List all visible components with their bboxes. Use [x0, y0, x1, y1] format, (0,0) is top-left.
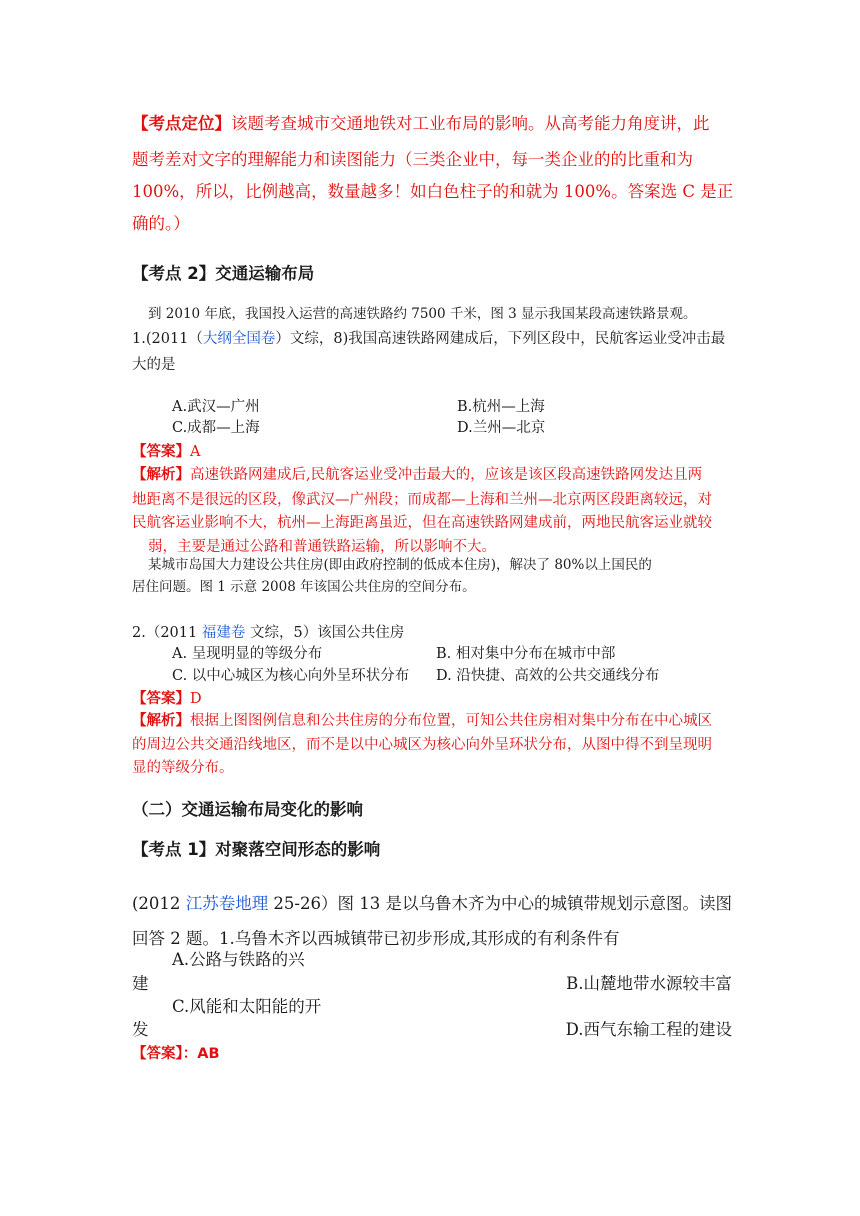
q1-option-a: A.武汉—广州	[172, 399, 260, 415]
q1-analysis-line-2: 地距离不是很远的区段，像武汉—广州段；而成都—上海和兰州—北京两区段距离较远，对	[132, 492, 712, 508]
q3-option-d: D.西气东输工程的建设	[565, 1020, 732, 1039]
q1-answer-tag: 【答案】	[132, 444, 190, 460]
q1-analysis-tag: 【解析】	[132, 467, 190, 483]
q2-context-2: 居住问题。图 1 示意 2008 年该国公共住房的空间分布。	[132, 579, 476, 595]
q3-option-c-part-1: C.风能和太阳能的开	[172, 997, 322, 1016]
intro-line-4: 确的。）	[132, 214, 190, 233]
intro-tag: 【考点定位】	[132, 114, 231, 133]
q3-source-link[interactable]: 江苏卷地理	[185, 894, 269, 913]
intro-line-1: 【考点定位】该题考查城市交通地铁对工业布局的影响。从高考能力角度讲，此	[132, 114, 710, 133]
q1-answer: 【答案】A	[132, 444, 201, 460]
q1-source-link[interactable]: 大纲全国卷	[202, 331, 276, 347]
q1-option-b: B.杭州—上海	[457, 399, 545, 415]
heading-kaodian-1: 【考点 1】对聚落空间形态的影响	[132, 840, 381, 859]
q1-analysis-line-3: 民航客运业影响不大，杭州—上海距离虽近，但在高速铁路网建成前，两地民航客运业就较	[132, 515, 712, 531]
q2-option-a: A. 呈现明显的等级分布	[172, 646, 323, 662]
q1-stem-line-2: 大的是	[132, 357, 176, 373]
q1-context: 到 2010 年底，我国投入运营的高速铁路约 7500 千米，图 3 显示我国某段高速铁路景观。	[148, 306, 697, 322]
q2-option-c: C. 以中心城区为核心向外呈环状分布	[172, 668, 410, 684]
q3-answer: 【答案】：AB	[132, 1046, 220, 1062]
q2-analysis-line-3: 显的等级分布。	[132, 760, 234, 776]
q3-options-row-1	[132, 970, 732, 994]
q2-answer: 【答案】D	[132, 691, 202, 707]
q2-context-1: 某城市岛国大力建设公共住房(即由政府控制的低成本住房)，解决了 80%以上国民的	[148, 557, 652, 573]
q3-stem: (2012 江苏卷地理 25-26）图 13 是以乌鲁木齐为中心的城镇带规划示意图。读图	[132, 894, 732, 913]
q2-analysis-line-1: 【解析】根据上图图例信息和公共住房的分布位置，可知公共住房相对集中分布在中心城区	[132, 713, 712, 729]
intro-line-3: 100%，所以，比例越高，数量越多！如白色柱子的和就为 100%。答案选 C 是正	[132, 182, 734, 201]
q2-answer-tag: 【答案】	[132, 691, 190, 707]
q3-stem-line-2: 回答 2 题。1.乌鲁木齐以西城镇带已初步形成,其形成的有利条件有	[132, 929, 620, 948]
q1-analysis-line-1: 【解析】高速铁路网建成后,民航客运业受冲击最大的，应该是该区段高速铁路网发达且两	[132, 467, 703, 483]
q2-analysis-tag: 【解析】	[132, 713, 190, 729]
q3-answer-tag: 【答案】	[132, 1046, 183, 1062]
q3-option-c-part-2: 发	[132, 1020, 149, 1039]
q3-option-a-part-1: A.公路与铁路的兴	[172, 950, 305, 969]
heading-part-2: （二）交通运输布局变化的影响	[132, 800, 363, 819]
q3-option-a-part-2: 建	[132, 974, 149, 993]
q2-option-d: D. 沿快捷、高效的公共交通线分布	[436, 668, 660, 684]
q2-option-b: B. 相对集中分布在城市中部	[436, 646, 616, 662]
q3-option-b: B.山麓地带水源较丰富	[566, 974, 732, 993]
q2-stem: 2.（2011 福建卷 文综，5）该国公共住房	[132, 625, 405, 641]
q3-options-row-2	[132, 1016, 732, 1040]
intro-line-2: 题考差对文字的理解能力和读图能力（三类企业中，每一类企业的的比重和为	[132, 150, 693, 169]
q1-option-d: D.兰州—北京	[457, 420, 546, 436]
q1-option-c: C.成都—上海	[172, 420, 260, 436]
q1-analysis-line-4: 弱，主要是通过公路和普通铁路运输，所以影响不大。	[148, 539, 496, 555]
q2-source-link[interactable]: 福建卷	[201, 625, 246, 641]
q1-stem: 1.(2011（大纲全国卷）文综，8)我国高速铁路网建成后，下列区段中，民航客运业受冲击最	[132, 331, 726, 347]
q2-analysis-line-2: 的周边公共交通沿线地区，而不是以中心城区为核心向外呈环状分布，从图中得不到呈现明	[132, 737, 712, 753]
heading-kaodian-2: 【考点 2】交通运输布局	[132, 264, 315, 283]
